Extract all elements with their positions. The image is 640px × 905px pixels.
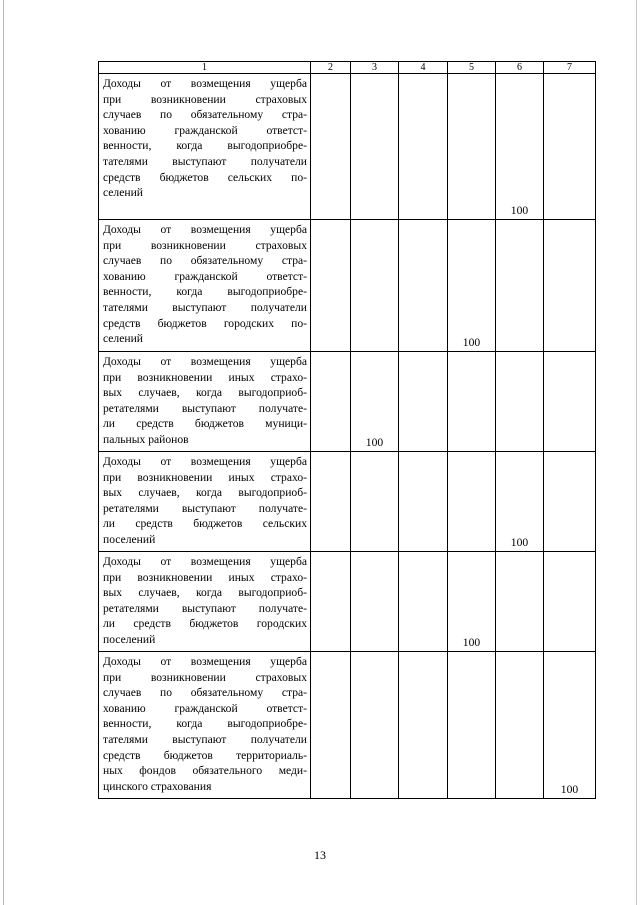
- description-line: венности, когда выгодоприобре-: [103, 285, 307, 299]
- income-description: [99, 352, 311, 452]
- value-cell-col-7: 100: [544, 652, 596, 799]
- description-line: Доходы от возмещения ущерба: [103, 355, 307, 368]
- value-cell-col-3: [351, 74, 399, 220]
- value-cell-col-6: [496, 220, 544, 352]
- description-line: при возникновении иных страхо-: [103, 370, 307, 384]
- value-cell-col-5: [448, 452, 496, 552]
- description-line: вых случаев, когда выгодоприоб-: [103, 486, 307, 500]
- description-line: венности, когда выгодоприобре-: [103, 139, 307, 153]
- description-line: ли средств бюджетов муници-: [103, 417, 307, 431]
- table-row: [99, 352, 596, 452]
- description-line: поселений: [103, 532, 156, 546]
- header-row: [99, 62, 596, 74]
- value-cell-col-4: [399, 220, 448, 352]
- column-header-5: 5: [448, 62, 496, 74]
- table-row: [99, 652, 596, 799]
- description-line: хованию гражданской ответст-: [103, 269, 307, 283]
- description-line: венности, когда выгодоприобре-: [103, 717, 307, 731]
- column-header-3: 3: [351, 62, 399, 74]
- description-line: ретателями выступают получате-: [103, 401, 307, 415]
- value-cell-col-3: [351, 552, 399, 652]
- description-line: поселений: [103, 632, 156, 646]
- description-line: средств бюджетов территориаль-: [103, 748, 307, 762]
- description-line: средств бюджетов сельских по-: [103, 170, 307, 184]
- description-line: при возникновении страховых: [103, 238, 307, 252]
- column-header-1: 1: [99, 62, 311, 74]
- description-line: при возникновении иных страхо-: [103, 470, 307, 484]
- description-line: селений: [103, 186, 143, 200]
- description-line: случаев по обязательному стра-: [103, 686, 307, 700]
- value-cell-col-7: [544, 452, 596, 552]
- value-cell-col-2: [311, 652, 351, 799]
- value-cell-col-2: [311, 552, 351, 652]
- value-cell-col-3: [351, 452, 399, 552]
- description-line: хованию гражданской ответст-: [103, 701, 307, 715]
- value-cell-col-3: [351, 652, 399, 799]
- value-cell-col-2: [311, 220, 351, 352]
- description-line: ли средств бюджетов сельских: [103, 517, 307, 531]
- income-description: [99, 552, 311, 652]
- description-line: случаев по обязательному стра-: [103, 108, 307, 122]
- description-line: вых случаев, когда выгодоприоб-: [103, 386, 307, 400]
- table-row: [99, 452, 596, 552]
- description-line: хованию гражданской ответст-: [103, 123, 307, 137]
- description-line: ретателями выступают получате-: [103, 601, 307, 615]
- table-body: [99, 62, 596, 799]
- description-line: Доходы от возмещения ущерба: [103, 77, 307, 90]
- column-header-2: 2: [311, 62, 351, 74]
- income-description: [99, 652, 311, 799]
- value-cell-col-5: [448, 74, 496, 220]
- value-cell-col-5: 100: [448, 552, 496, 652]
- value-cell-col-3: [351, 220, 399, 352]
- value-cell-col-7: [544, 552, 596, 652]
- value-cell-col-6: [496, 352, 544, 452]
- income-distribution-table: [98, 61, 596, 799]
- value-cell-col-7: [544, 220, 596, 352]
- value-cell-col-7: [544, 74, 596, 220]
- value-cell-col-5: 100: [448, 220, 496, 352]
- value-cell-col-2: [311, 452, 351, 552]
- description-line: ретателями выступают получате-: [103, 501, 307, 515]
- description-line: тателями выступают получатели: [103, 732, 307, 746]
- description-line: при возникновении иных страхо-: [103, 570, 307, 584]
- description-line: при возникновении страховых: [103, 670, 307, 684]
- scan-edge-right: [636, 0, 637, 905]
- description-line: тателями выступают получатели: [103, 300, 307, 314]
- table-row: [99, 74, 596, 220]
- value-cell-col-6: [496, 652, 544, 799]
- description-line: ных фондов обязательного меди-: [103, 764, 307, 778]
- value-cell-col-4: [399, 74, 448, 220]
- description-line: случаев по обязательному стра-: [103, 254, 307, 268]
- description-line: тателями выступают получатели: [103, 154, 307, 168]
- value-cell-col-4: [399, 452, 448, 552]
- value-cell-col-6: 100: [496, 452, 544, 552]
- value-cell-col-3: 100: [351, 352, 399, 452]
- description-line: Доходы от возмещения ущерба: [103, 655, 307, 668]
- value-cell-col-6: 100: [496, 74, 544, 220]
- value-cell-col-5: [448, 352, 496, 452]
- column-header-7: 7: [544, 62, 596, 74]
- value-cell-col-4: [399, 352, 448, 452]
- description-line: Доходы от возмещения ущерба: [103, 555, 307, 568]
- description-line: пальных районов: [103, 432, 189, 446]
- value-cell-col-4: [399, 552, 448, 652]
- description-line: цинского страхования: [103, 779, 212, 793]
- income-description: [99, 220, 311, 352]
- value-cell-col-4: [399, 652, 448, 799]
- income-description: [99, 74, 311, 220]
- income-description: [99, 452, 311, 552]
- description-line: селений: [103, 332, 143, 346]
- value-cell-col-2: [311, 352, 351, 452]
- description-line: Доходы от возмещения ущерба: [103, 455, 307, 468]
- description-line: при возникновении страховых: [103, 92, 307, 106]
- table-row: [99, 220, 596, 352]
- value-cell-col-2: [311, 74, 351, 220]
- page-number: 13: [314, 848, 326, 862]
- table-row: [99, 552, 596, 652]
- column-header-6: 6: [496, 62, 544, 74]
- description-line: Доходы от возмещения ущерба: [103, 223, 307, 236]
- value-cell-col-6: [496, 552, 544, 652]
- scan-edge-left: [3, 0, 4, 905]
- value-cell-col-5: [448, 652, 496, 799]
- value-cell-col-7: [544, 352, 596, 452]
- description-line: средств бюджетов городских по-: [103, 316, 307, 330]
- column-header-4: 4: [399, 62, 448, 74]
- description-line: вых случаев, когда выгодоприоб-: [103, 586, 307, 600]
- description-line: ли средств бюджетов городских: [103, 617, 307, 631]
